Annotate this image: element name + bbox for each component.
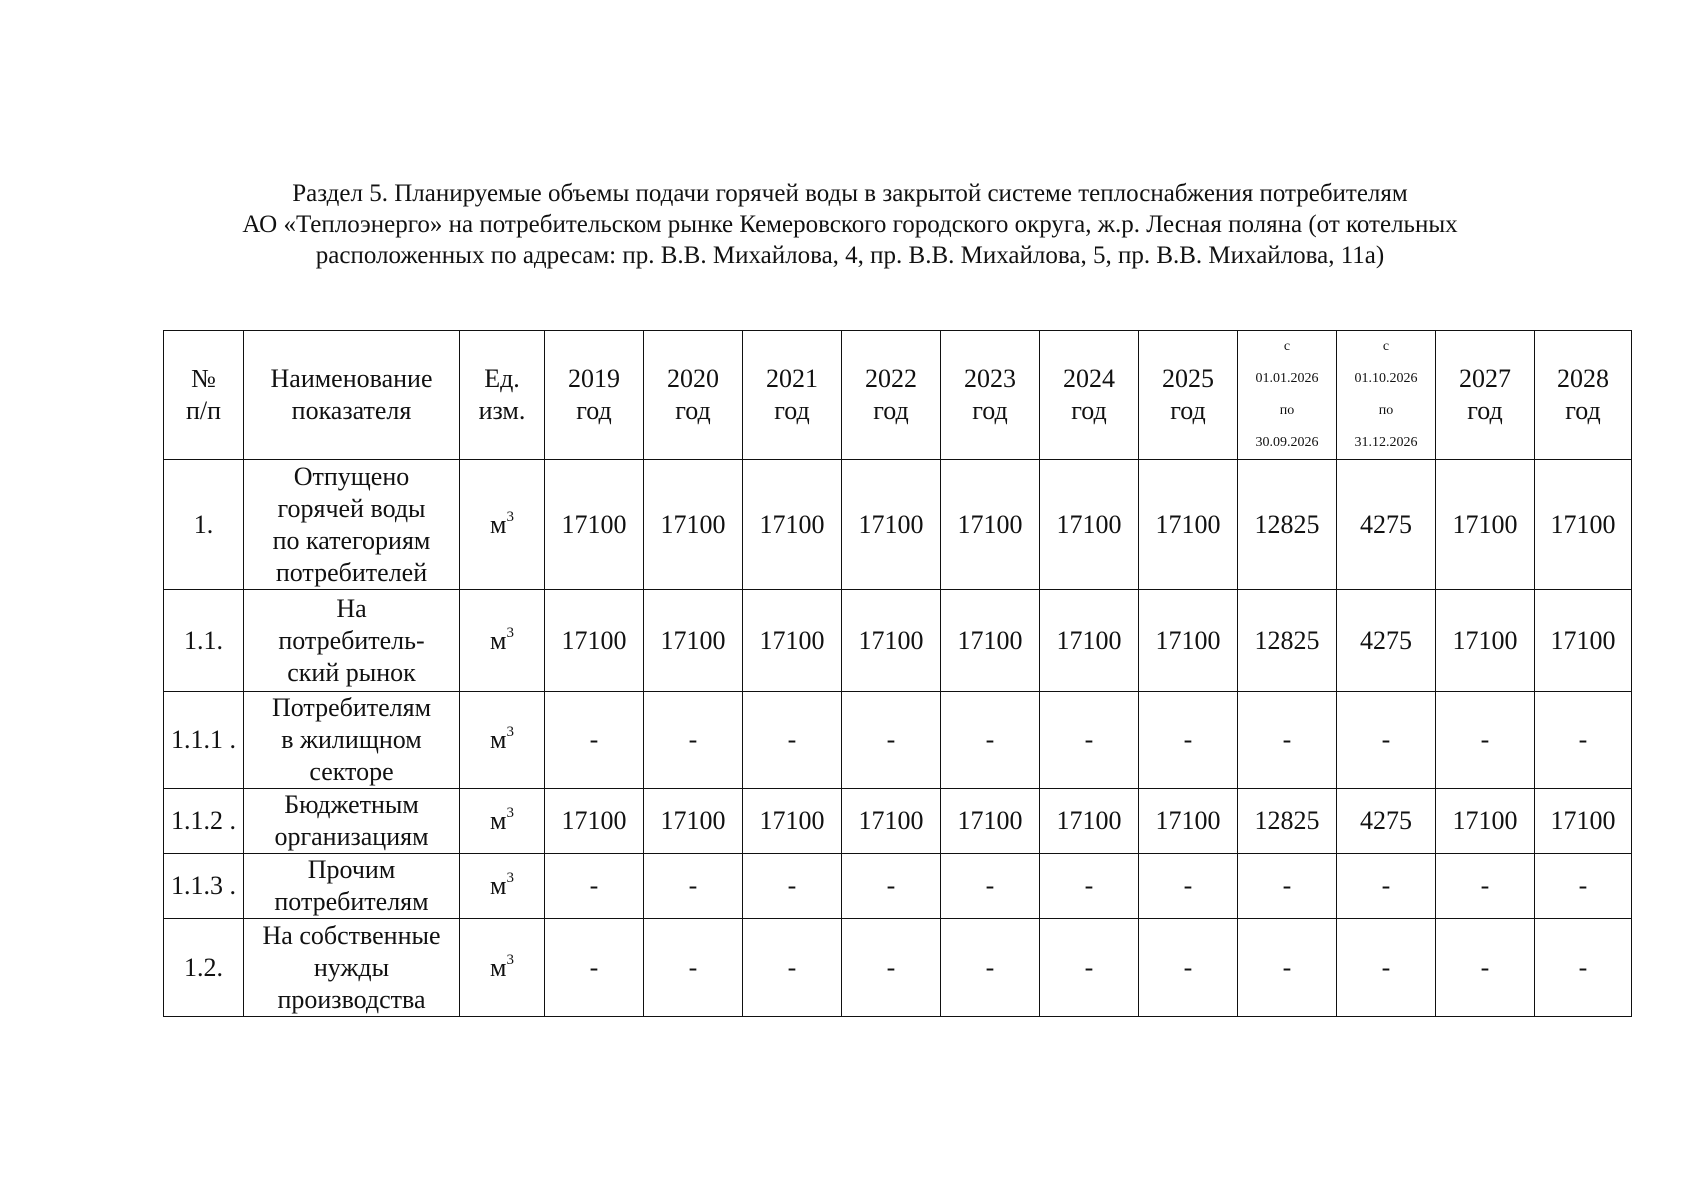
unit-superscript: 3 [506, 624, 514, 641]
indicator-name [244, 590, 460, 692]
value-cell: 17100 [743, 590, 842, 692]
value-cell: - [1337, 854, 1436, 919]
indicator-name [244, 919, 460, 1017]
value-cell: 17100 [644, 789, 743, 854]
value-cell: 17100 [941, 789, 1040, 854]
value-cell: 17100 [1139, 460, 1238, 590]
value-cell: 4275 [1337, 789, 1436, 854]
value-cell: 17100 [644, 590, 743, 692]
title-line: АО «Теплоэнерго» на потребительском рынке Кемеровского городского округа, ж.р. Лесная поляна (от котельных [242, 211, 1458, 238]
indicator-name-line: потребителям [274, 887, 429, 916]
header-year [842, 331, 941, 460]
unit-text: м [490, 509, 507, 539]
row-number: 1.2. [164, 919, 244, 1017]
value-cell: 17100 [545, 789, 644, 854]
table-row [164, 919, 1632, 1017]
header-year [644, 331, 743, 460]
indicator-name-line: потребитель- [278, 625, 425, 655]
value-cell: 17100 [1535, 590, 1632, 692]
value-cell: - [1535, 692, 1632, 789]
value-cell: 17100 [545, 590, 644, 692]
header-row [164, 331, 1632, 460]
header-text: 2024 [1063, 364, 1115, 393]
value-cell: - [1535, 919, 1632, 1017]
row-number: 1.1.2 . [164, 789, 244, 854]
header-text: Ед. [484, 364, 520, 393]
indicator-name [244, 692, 460, 789]
value-cell: - [941, 854, 1040, 919]
value-cell: - [1337, 692, 1436, 789]
value-cell: - [1535, 854, 1632, 919]
value-cell: - [1436, 854, 1535, 919]
header-period [1337, 331, 1436, 460]
row-number: 1.1.3 . [164, 854, 244, 919]
header-text: год [1565, 396, 1601, 425]
header-text: Наименование [270, 364, 433, 393]
value-cell: - [545, 919, 644, 1017]
value-cell: - [1139, 854, 1238, 919]
value-cell: - [941, 919, 1040, 1017]
value-cell: 17100 [1535, 789, 1632, 854]
indicator-name-line: Бюджетным [284, 790, 419, 819]
value-cell: 12825 [1238, 460, 1337, 590]
row-number: 1. [164, 460, 244, 590]
header-text: год [774, 396, 810, 425]
header-text: год [1467, 396, 1503, 425]
value-cell: 17100 [1535, 460, 1632, 590]
header-text: с [1382, 339, 1390, 354]
unit-superscript: 3 [506, 805, 514, 822]
header-text: 30.09.2026 [1255, 435, 1319, 450]
value-cell: - [545, 692, 644, 789]
indicator-name-line: На собственные [262, 920, 441, 950]
table-row [164, 854, 1632, 919]
unit-text: м [490, 625, 507, 655]
header-text: год [1170, 396, 1206, 425]
unit-text: м [490, 871, 507, 900]
value-cell: - [644, 854, 743, 919]
unit-text: м [490, 725, 507, 754]
value-cell: 4275 [1337, 460, 1436, 590]
value-cell: - [1040, 692, 1139, 789]
value-cell: 17100 [1040, 590, 1139, 692]
row-number: 1.1. [164, 590, 244, 692]
indicator-name-line: горячей воды [277, 493, 426, 523]
document-title [150, 178, 1550, 271]
value-cell: 17100 [842, 590, 941, 692]
hot-water-volume-table [163, 330, 1632, 1017]
indicator-name [244, 854, 460, 919]
value-cell: - [1139, 692, 1238, 789]
indicator-name-line: в жилищном [281, 725, 422, 754]
unit-superscript: 3 [506, 724, 514, 741]
value-cell: 17100 [1040, 789, 1139, 854]
value-cell: - [842, 692, 941, 789]
value-cell: - [1436, 919, 1535, 1017]
header-year [743, 331, 842, 460]
value-cell: 17100 [842, 789, 941, 854]
header-text: 2025 [1162, 364, 1214, 393]
header-text: год [576, 396, 612, 425]
value-cell: 17100 [1139, 590, 1238, 692]
indicator-name-line: нужды [313, 952, 390, 982]
table-row [164, 460, 1632, 590]
table-row [164, 692, 1632, 789]
indicator-name-line: потребителей [275, 557, 428, 587]
header-text: 31.12.2026 [1354, 435, 1418, 450]
value-cell: 12825 [1238, 590, 1337, 692]
indicator-name-line: производства [277, 984, 426, 1014]
unit-text: м [490, 952, 507, 982]
indicator-name [244, 460, 460, 590]
header-year [1139, 331, 1238, 460]
indicator-name-line: Потребителям [271, 693, 432, 722]
value-cell: - [1040, 919, 1139, 1017]
value-cell: 17100 [1436, 590, 1535, 692]
value-cell: - [644, 919, 743, 1017]
header-year [545, 331, 644, 460]
value-cell: - [1436, 692, 1535, 789]
value-cell: 17100 [1139, 789, 1238, 854]
table-row [164, 590, 1632, 692]
header-text: 01.01.2026 [1255, 371, 1319, 386]
title-line: расположенных по адресам: пр. В.В. Михайлова, 4, пр. В.В. Михайлова, 5, пр. В.В. Михайлова, 11а) [315, 242, 1385, 269]
unit-cell [460, 854, 545, 919]
table-row [164, 789, 1632, 854]
value-cell: - [1139, 919, 1238, 1017]
value-cell: - [743, 919, 842, 1017]
value-cell: - [842, 919, 941, 1017]
header-year [1040, 331, 1139, 460]
header-unit [460, 331, 545, 460]
value-cell: 17100 [743, 789, 842, 854]
value-cell: - [842, 854, 941, 919]
value-cell: - [644, 692, 743, 789]
header-text: по [1378, 403, 1394, 418]
header-text: 2019 [568, 364, 620, 393]
value-cell: 12825 [1238, 789, 1337, 854]
value-cell: 17100 [743, 460, 842, 590]
header-text: год [972, 396, 1008, 425]
unit-superscript: 3 [506, 951, 514, 968]
header-text: 2028 [1557, 364, 1609, 393]
value-cell: 17100 [644, 460, 743, 590]
header-text: 01.10.2026 [1354, 371, 1418, 386]
value-cell: 4275 [1337, 590, 1436, 692]
header-year [1535, 331, 1632, 460]
value-cell: - [1337, 919, 1436, 1017]
header-text: год [675, 396, 711, 425]
header-text: № [191, 364, 216, 393]
indicator-name-line: На [336, 593, 367, 623]
value-cell: 17100 [545, 460, 644, 590]
row-number: 1.1.1 . [164, 692, 244, 789]
value-cell: 17100 [842, 460, 941, 590]
unit-text: м [490, 806, 507, 835]
indicator-name-line: Отпущено [293, 461, 410, 491]
unit-cell [460, 460, 545, 590]
indicator-name-line: организациям [274, 822, 429, 851]
header-text: год [873, 396, 909, 425]
unit-cell [460, 789, 545, 854]
header-text: 2022 [865, 364, 917, 393]
indicator-name-line: Прочим [307, 855, 396, 884]
value-cell: - [743, 854, 842, 919]
header-text: по [1279, 403, 1295, 418]
header-text: 2023 [964, 364, 1016, 393]
header-text: год [1071, 396, 1107, 425]
indicator-name [244, 789, 460, 854]
value-cell: 17100 [1436, 460, 1535, 590]
unit-superscript: 3 [506, 508, 514, 525]
indicator-name-line: ский рынок [287, 657, 416, 687]
header-text: 2020 [667, 364, 719, 393]
header-text: п/п [185, 396, 222, 425]
header-name [244, 331, 460, 460]
unit-cell [460, 590, 545, 692]
value-cell: 17100 [941, 460, 1040, 590]
indicator-name-line: по категориям [272, 525, 431, 555]
header-text: с [1283, 339, 1291, 354]
value-cell: - [743, 692, 842, 789]
header-period [1238, 331, 1337, 460]
value-cell: - [1238, 692, 1337, 789]
header-year [1436, 331, 1535, 460]
value-cell: 17100 [1040, 460, 1139, 590]
unit-cell [460, 692, 545, 789]
unit-superscript: 3 [506, 870, 514, 887]
header-text: изм. [478, 396, 526, 425]
unit-cell [460, 919, 545, 1017]
value-cell: - [941, 692, 1040, 789]
indicator-name-line: секторе [309, 757, 394, 786]
table-body [164, 460, 1632, 1017]
value-cell: - [1238, 919, 1337, 1017]
value-cell: - [545, 854, 644, 919]
header-year [941, 331, 1040, 460]
value-cell: 17100 [941, 590, 1040, 692]
header-text: 2021 [766, 364, 818, 393]
value-cell: - [1238, 854, 1337, 919]
title-line: Раздел 5. Планируемые объемы подачи горячей воды в закрытой системе теплоснабжения потребителям [292, 180, 1408, 207]
header-text: 2027 [1459, 364, 1511, 393]
value-cell: 17100 [1436, 789, 1535, 854]
value-cell: - [1040, 854, 1139, 919]
header-num [164, 331, 244, 460]
header-text: показателя [291, 396, 412, 425]
